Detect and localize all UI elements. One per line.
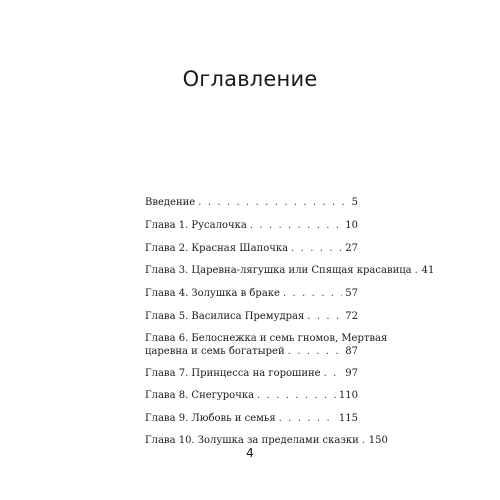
toc-entry-title: Глава 1. Русалочка [145,220,247,231]
toc-entry-title: Глава 4. Золушка в браке [145,288,280,299]
toc-entry-page: 115 [338,413,358,424]
toc-entry-introduction [145,197,358,210]
toc-entry-title: Введение [145,197,196,208]
toc-entry-title: Глава 9. Любовь и семья [145,413,276,424]
toc-entry-page: 97 [345,368,358,379]
dot-leader [198,197,348,210]
toc-entry-chapter-3 [145,265,435,278]
dot-leader [283,288,342,301]
dot-leader [279,413,336,426]
toc-entry-chapter-2 [145,243,358,256]
toc-entry-title: Глава 10. Золушка за пределами сказки [145,435,359,446]
page-title: Оглавление [182,67,318,91]
toc-entry-chapter-8 [145,390,358,403]
dot-leader [415,265,419,278]
toc-entry-page: 41 [421,265,435,276]
toc-entry-page: 110 [338,390,358,401]
toc-entry-page: 5 [351,197,358,208]
toc-entry-title: Глава 3. Царевна-лягушка или Спящая красавица [145,265,412,276]
toc-entry-chapter-9 [145,413,358,426]
toc-entry-chapter-6 [145,333,388,358]
toc-entry-page: 150 [368,435,388,446]
dot-leader [250,220,342,233]
toc-entry-chapter-1 [145,220,358,233]
toc-entry-title-line1: Глава 6. Белоснежка и семь гномов, Мертвая [145,333,388,344]
toc-entry-chapter-5 [145,311,358,324]
dot-leader [288,346,343,359]
toc-entry-page: 72 [345,311,358,322]
toc-entry-page: 27 [345,243,358,254]
toc-entry-title-line2: царевна и семь богатырей [145,345,285,357]
toc-entry-page: 87 [345,345,358,357]
dot-leader [257,390,336,403]
toc-entry-chapter-4 [145,288,358,301]
toc-entry-title: Глава 2. Красная Шапочка [145,243,289,254]
toc-entry-title: Глава 7. Принцесса на горошине [145,368,321,379]
dot-leader [324,368,343,381]
toc-entry-chapter-7 [145,368,358,381]
toc-entry-title: Глава 8. Снегурочка [145,390,255,401]
toc-entry-title: Глава 5. Василиса Премудрая [145,311,305,322]
toc-entry-page: 57 [345,288,358,299]
page-number: 4 [246,446,254,460]
dot-leader [291,243,342,256]
dot-leader [307,311,342,324]
toc-entry-page: 10 [345,220,358,231]
